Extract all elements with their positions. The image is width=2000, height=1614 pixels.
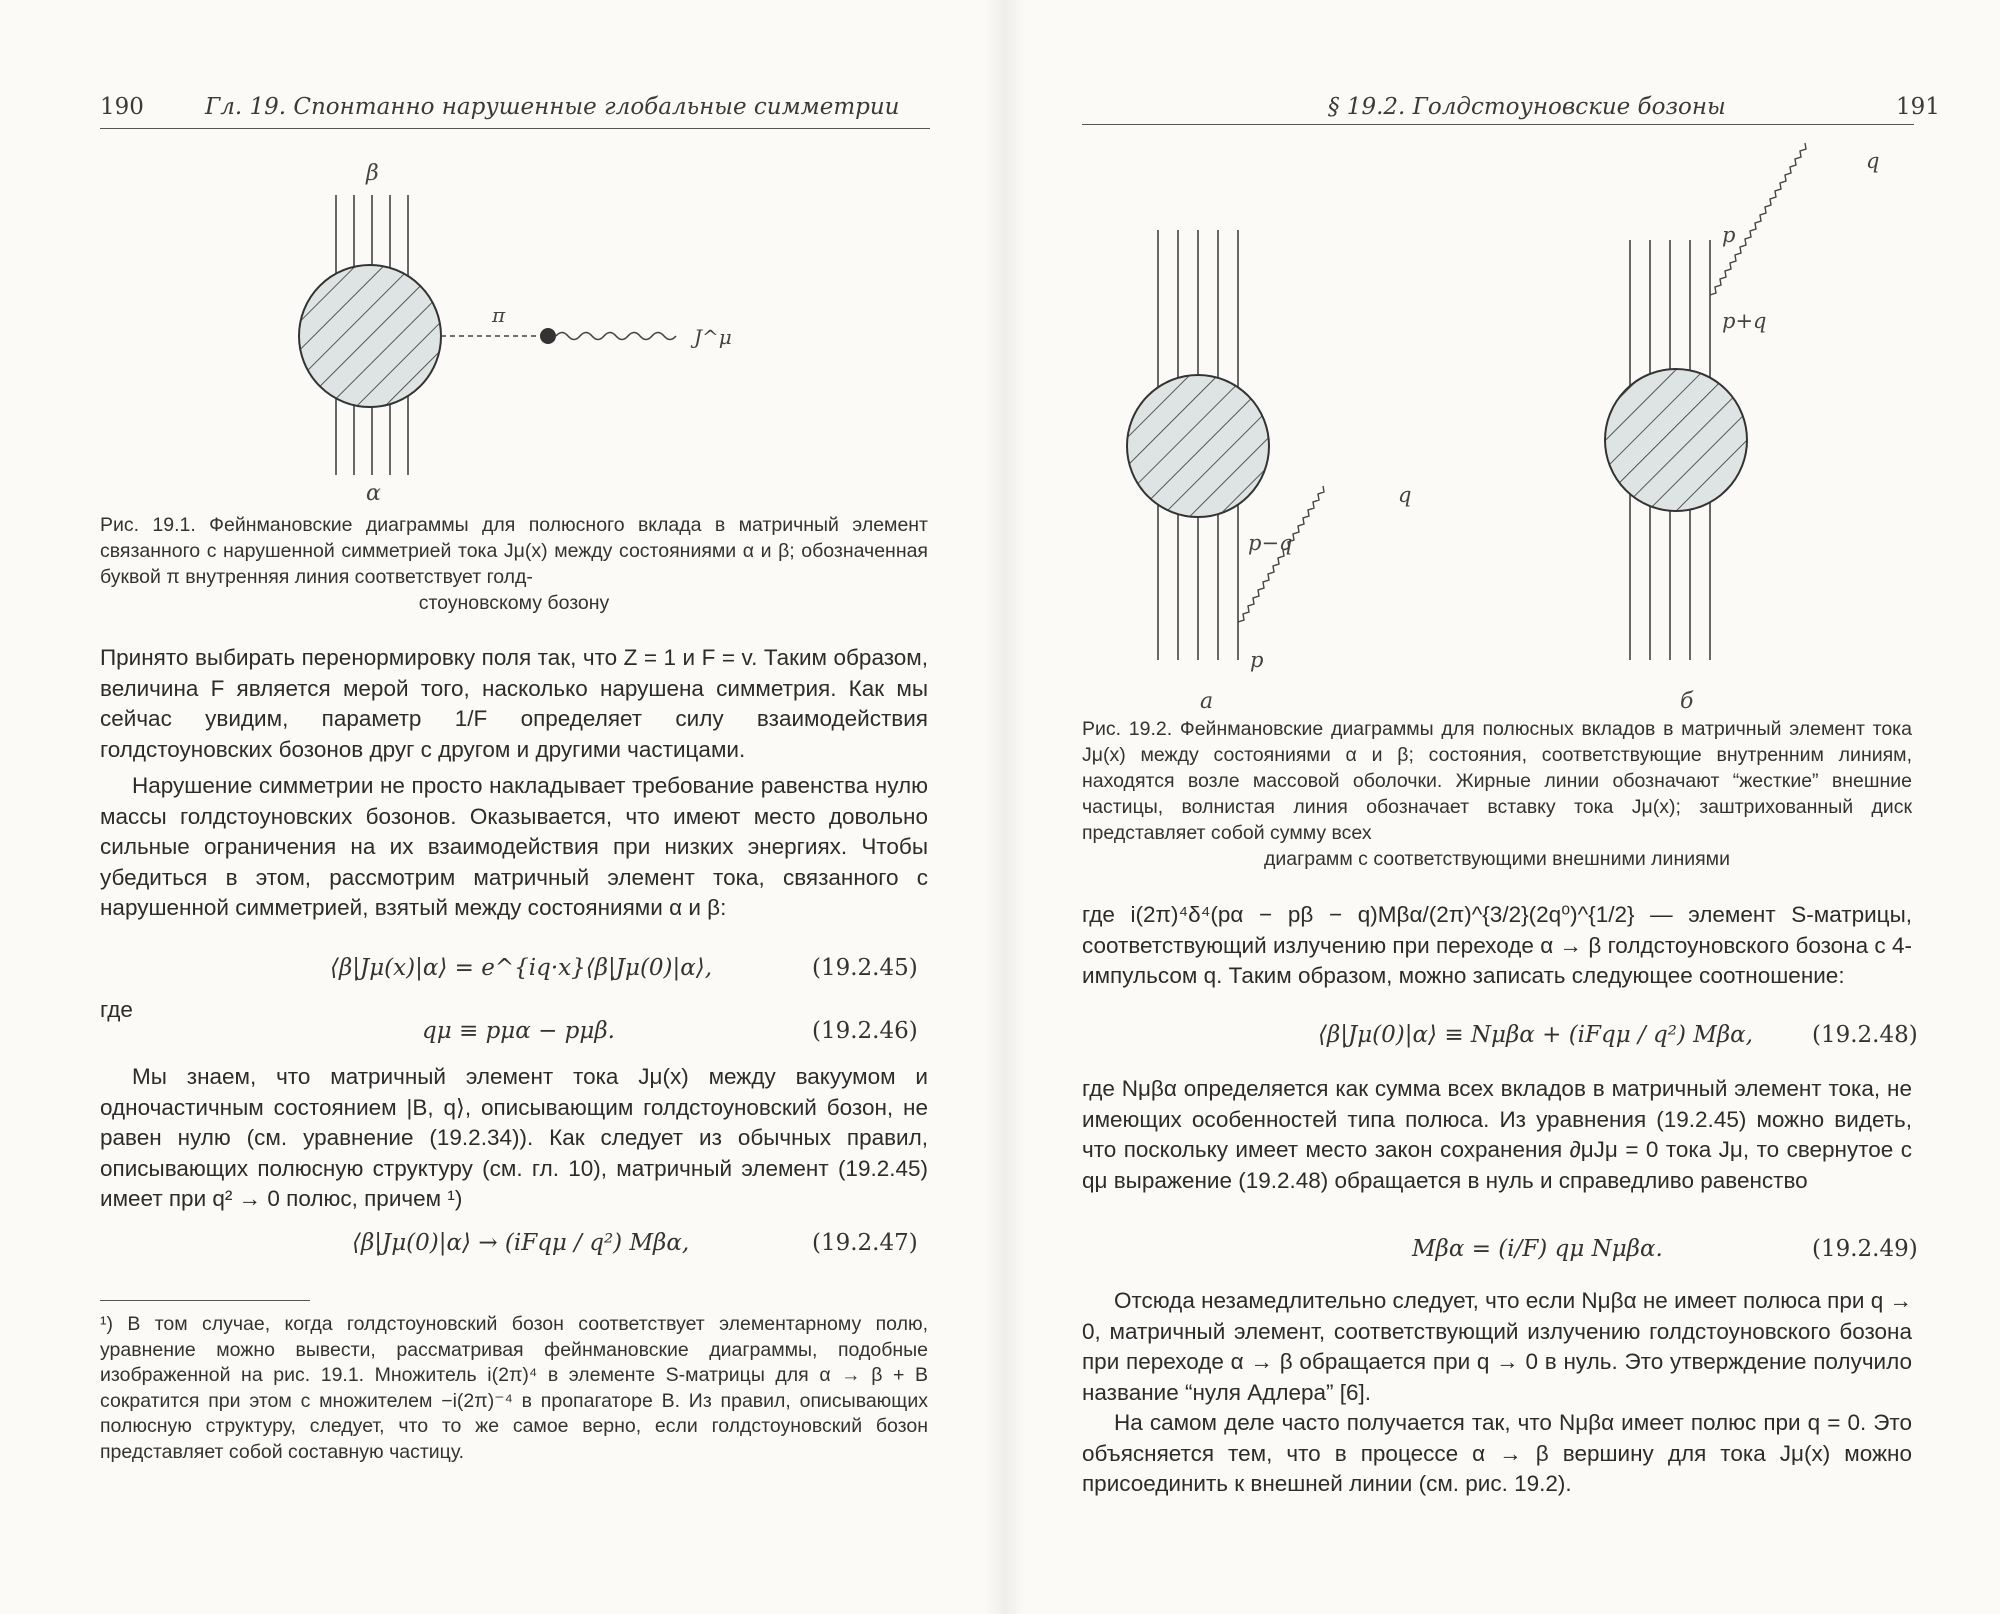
equation-19-2-47: ⟨β|Jμ(0)|α⟩ → (iFqμ / q²) Mβα,	[352, 1230, 690, 1256]
paragraph: Нарушение симметрии не просто накладывает требование равенства нулю массы голдстоуновских бозонов. Оказывается, что имеют место довольно сильные ограничения на их взаимодействия при низких энергиях. Чтобы убедиться в этом, рассмотрим матричный элемент тока, связанного с нарушенной симметрией, взятый между состояниями α и β:	[100, 773, 928, 920]
label-pi: π	[492, 303, 506, 327]
label-q: q	[1398, 483, 1412, 507]
label-p-minus-q: p−q	[1248, 531, 1293, 555]
paragraph: На самом деле часто получается так, что Nμβα имеет полюс при q = 0. Это объясняется тем, что в процессе α → β вершину для тока Jμ(x) можно присоединить к внешней линии (см. рис. 19.2).	[1082, 1410, 1912, 1496]
blob-disk	[299, 265, 441, 407]
paragraph: где Nμβα определяется как сумма всех вкладов в матричный элемент тока, не имеющих особенностей типа полюса. Из уравнения (19.2.45) можно видеть, что поскольку имеет место закон сохранения ∂μJμ = 0 тока Jμ, то свернутое с qμ выражение (19.2.48) обращается в нуль и справедливо равенство	[1082, 1076, 1912, 1193]
equation-19-2-48: ⟨β|Jμ(0)|α⟩ ≡ Nμβα + (iFqμ / q²) Mβα,	[1318, 1022, 1753, 1048]
right-header	[1896, 94, 1940, 120]
running-head: Гл. 19. Спонтанно нарушенные глобальные симметрии	[205, 94, 900, 120]
body-text-1	[1082, 900, 1912, 992]
label-current: J^μ	[694, 325, 732, 349]
current-wavy-line	[1710, 143, 1806, 295]
equation-19-2-46: qμ ≡ pμα − pμβ.	[422, 1018, 615, 1044]
blob-disk	[1127, 375, 1269, 517]
equation-number: (19.2.47)	[812, 1230, 918, 1256]
label-beta: β	[366, 161, 379, 186]
figure-caption	[100, 512, 928, 616]
body-text-3	[1082, 1286, 1912, 1500]
paragraph: где i(2π)⁴δ⁴(pα − pβ − q)Mβα/(2π)^{3/2}(2q⁰)^{1/2} — элемент S-матрицы, соответствующий излучению при переходе α → β голдстоуновского бозона с 4-импульсом q. Таким образом, можно записать следующее соотношение:	[1082, 902, 1912, 988]
paragraph: Принято выбирать перенормировку поля так, что Z = 1 и F = v. Таким образом, величина F является мерой того, насколько нарушена симметрия. Как мы сейчас увидим, параметр 1/F определяет силу взаимодействия голдстоуновских бозонов друг с другом и другими частицами.	[100, 645, 928, 762]
current-wavy-line	[556, 333, 676, 340]
figure-caption	[1082, 716, 1912, 872]
page-number: 191	[1896, 94, 1940, 120]
label-alpha: α	[366, 481, 381, 506]
caption-last-line: диаграмм с соответствующими внешними линиями	[1264, 848, 1730, 870]
label-p: p	[1722, 223, 1736, 247]
equation-number: (19.2.49)	[1812, 1236, 1918, 1262]
equation-number: (19.2.48)	[1812, 1022, 1918, 1048]
equation-19-2-45: ⟨β|Jμ(x)|α⟩ = e^{iq·x}⟨β|Jμ(0)|α⟩,	[330, 955, 713, 981]
body-text-1	[100, 643, 928, 924]
paragraph: Отсюда незамедлительно следует, что если Nμβα не имеет полюса при q → 0, матричный элемент, соответствующий излучению голдстоуновского бозона при переходе α → β обращается при q → 0 в нуль. Это утверждение получило название “нуля Адлера” [6].	[1082, 1288, 1912, 1405]
body-text-2	[100, 1062, 928, 1215]
running-head: § 19.2. Голдстоуновские бозоны	[1328, 94, 1726, 120]
footnote-rule	[100, 1300, 310, 1301]
footnote: ¹) В том случае, когда голдстоуновский бозон соответствует элементарному полю, уравнение можно вывести, рассматривая фейнмановские диаграммы, подобные изображенной на рис. 19.1. Множитель i(2π)⁴ в элементе S-матрицы для α → β + B сократится при этом с множителем −i(2π)⁻⁴ в пропагаторе B. Из правил, описывающих полюсную структуру, следует, что то же самое верно, если голдстоуновский бозон представляет собой составную частицу.	[100, 1313, 928, 1463]
equation-number: (19.2.45)	[812, 955, 918, 981]
vertex-dot	[540, 328, 556, 344]
caption-text: Рис. 19.2. Фейнмановские диаграммы для полюсных вкладов в матричный элемент тока Jμ(x) между состояниями α и β; состояния, соответствующие внутренним линиям, находятся возле массовой оболочки. Жирные линии обозначают “жесткие” внешние частицы, волнистая линия обозначает вставку тока Jμ(x); заштрихованный диск представляет собой сумму всех	[1082, 718, 1912, 844]
label-p-plus-q: p+q	[1722, 309, 1767, 333]
equation-19-2-49: Mβα = (i/F) qμ Nμβα.	[1412, 1236, 1663, 1262]
blob-disk	[1605, 369, 1747, 511]
header-rule	[100, 128, 930, 129]
label-p: p	[1250, 648, 1264, 672]
page-number: 190	[100, 94, 144, 120]
equation-number: (19.2.46)	[812, 1018, 918, 1044]
left-header	[100, 94, 144, 120]
diagram-a	[1127, 230, 1411, 714]
figure-19-2	[1000, 140, 2000, 714]
body-text-2	[1082, 1074, 1912, 1196]
sublabel-a: а	[1200, 689, 1214, 714]
caption-last-line: стоуновскому бозону	[418, 592, 610, 614]
sublabel-b: б	[1680, 689, 1694, 714]
header-rule	[1082, 124, 1914, 125]
diagram-b	[1605, 143, 1879, 714]
label-q: q	[1866, 149, 1880, 173]
caption-text: Рис. 19.1. Фейнмановские диаграммы для полюсного вклада в матричный элемент связанного с нарушенной симметрией тока Jμ(x) между состояниями α и β; обозначенная буквой π внутренняя линия соответствует голд-	[100, 514, 928, 588]
paragraph: Мы знаем, что матричный элемент тока Jμ(x) между вакуумом и одночастичным состоянием |B, q⟩, описывающим голдстоуновский бозон, не равен нулю (см. уравнение (19.2.34)). Как следует из обычных правил, описывающих полюсную структуру (см. гл. 10), матричный элемент (19.2.45) имеет при q² → 0 полюс, причем ¹)	[100, 1064, 928, 1211]
right-page	[1000, 0, 2000, 1614]
where-text: где	[100, 997, 133, 1022]
